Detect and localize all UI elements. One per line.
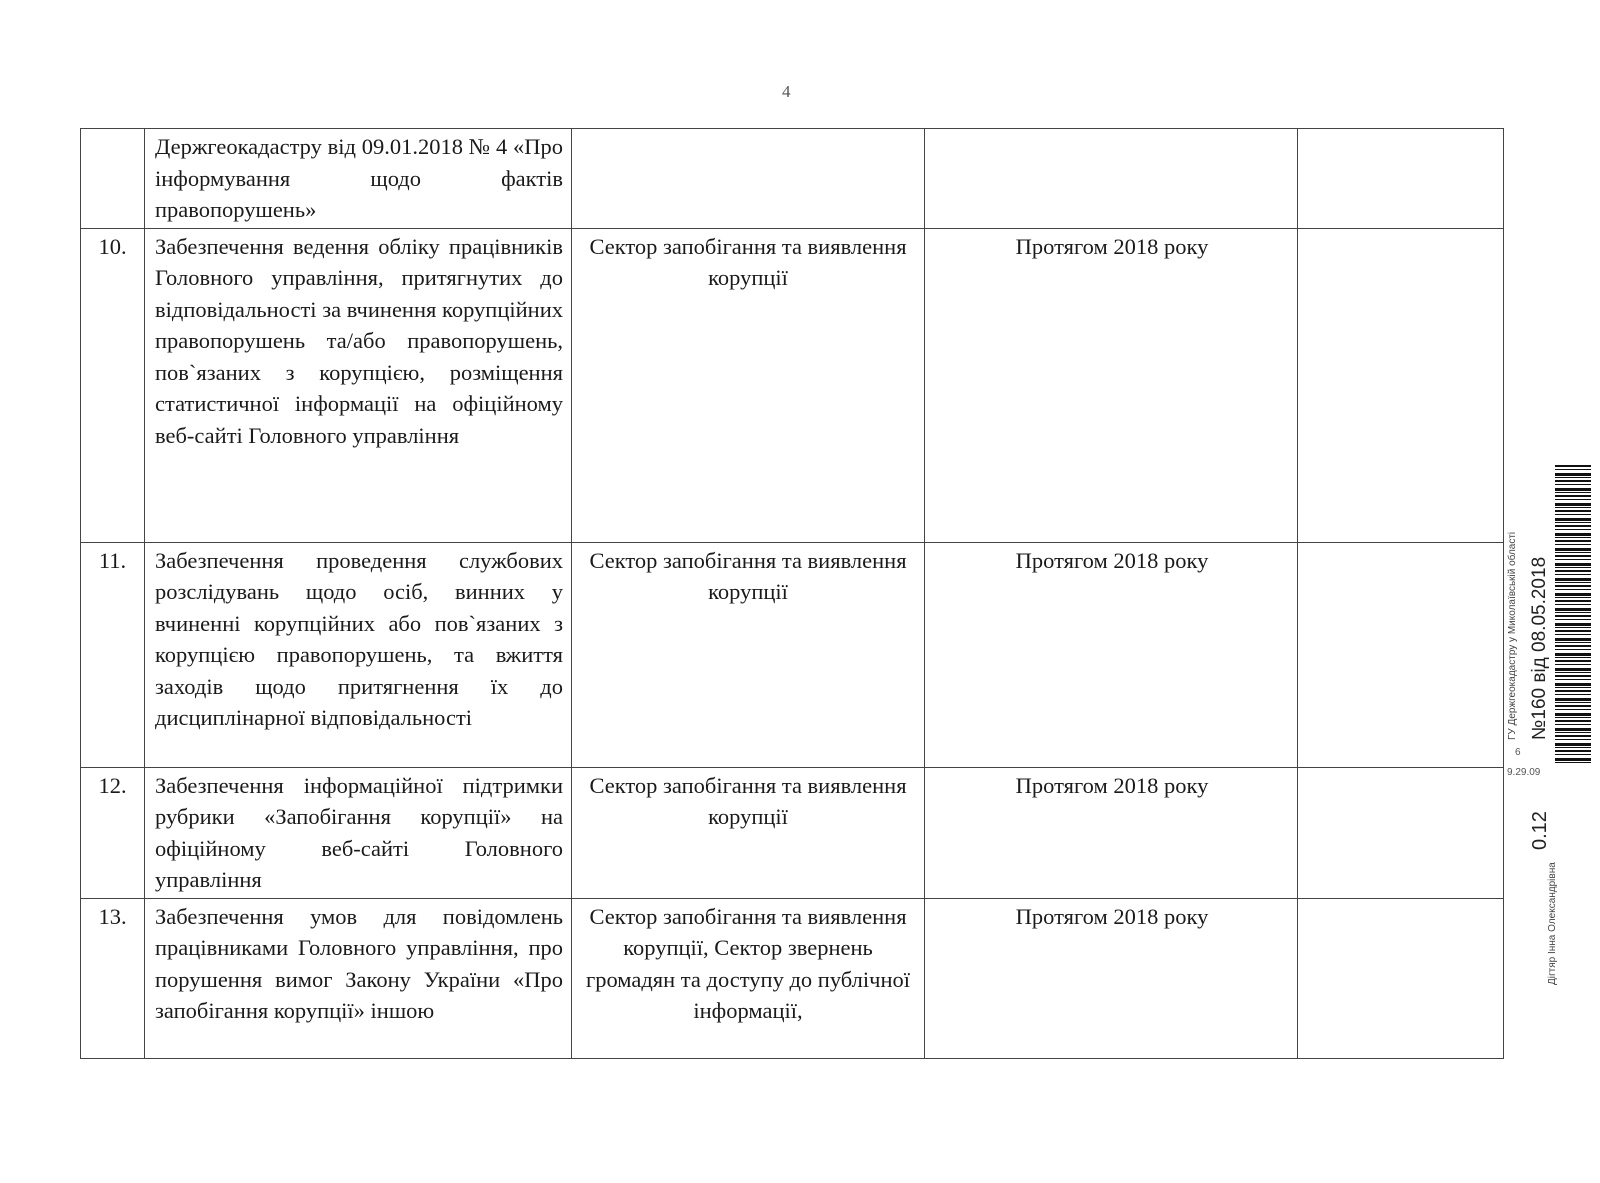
stamp-registration-number: №160 від 08.05.2018	[1529, 556, 1550, 740]
note-cell	[1298, 898, 1504, 1058]
executor-cell: Сектор запобігання та виявлення корупції, Сектор звернень громадян та доступу до публічної інформації,	[572, 898, 925, 1058]
term-cell: Протягом 2018 року	[925, 767, 1298, 898]
note-cell	[1298, 228, 1504, 542]
table-row	[81, 767, 1504, 898]
row-number: 12.	[81, 767, 145, 898]
stamp-quantity: 0.12	[1529, 811, 1551, 850]
note-cell	[1298, 767, 1504, 898]
executor-cell: Сектор запобігання та виявлення корупції	[572, 542, 925, 767]
row-number: 11.	[81, 542, 145, 767]
anticorruption-plan-table	[80, 128, 1504, 1059]
stamp-organization: ГУ Держгеокадастру у Миколаївській області	[1507, 531, 1518, 740]
table-row	[81, 898, 1504, 1058]
table-row	[81, 129, 1504, 229]
term-cell: Протягом 2018 року	[925, 542, 1298, 767]
table-row	[81, 228, 1504, 542]
registration-stamp	[1505, 465, 1595, 1085]
executor-cell: Сектор запобігання та виявлення корупції	[572, 767, 925, 898]
executor-cell: Сектор запобігання та виявлення корупції	[572, 228, 925, 542]
executor-cell	[572, 129, 925, 229]
action-cell: Забезпечення умов для повідомлень працівниками Головного управління, про порушення вимог Закону України «Про запобігання корупції» іншою	[145, 898, 572, 1058]
row-number: 13.	[81, 898, 145, 1058]
term-cell: Протягом 2018 року	[925, 228, 1298, 542]
action-cell: Забезпечення інформаційної підтримки рубрики «Запобігання корупції» на офіційному веб-сайті Головного управління	[145, 767, 572, 898]
table-row	[81, 542, 1504, 767]
note-cell	[1298, 129, 1504, 229]
stamp-code: 6	[1515, 747, 1521, 758]
note-cell	[1298, 542, 1504, 767]
stamp-code-secondary: 9.29.09	[1507, 767, 1541, 778]
action-cell: Забезпечення ведення обліку працівників Головного управління, притягнутих до відповідальності за вчинення корупційних правопорушень та/або правопорушень, пов`язаних з корупцією, розміщення статистичної інформації на офіційному веб-сайті Головного управління	[145, 228, 572, 542]
action-cell: Забезпечення проведення службових розслідувань щодо осіб, винних у вчиненні корупційних або пов`язаних з корупцією правопорушень, та вжиття заходів щодо притягнення їх до дисциплінарної відповідальності	[145, 542, 572, 767]
term-cell	[925, 129, 1298, 229]
page-number: 4	[782, 82, 791, 101]
stamp-signer: Дігтяр Інна Олександрівна	[1547, 862, 1558, 985]
row-number: 10.	[81, 228, 145, 542]
row-number	[81, 129, 145, 229]
term-cell: Протягом 2018 року	[925, 898, 1298, 1058]
action-cell: Держгеокадастру від 09.01.2018 № 4 «Про інформування щодо фактів правопорушень»	[145, 129, 572, 229]
barcode	[1555, 465, 1591, 763]
